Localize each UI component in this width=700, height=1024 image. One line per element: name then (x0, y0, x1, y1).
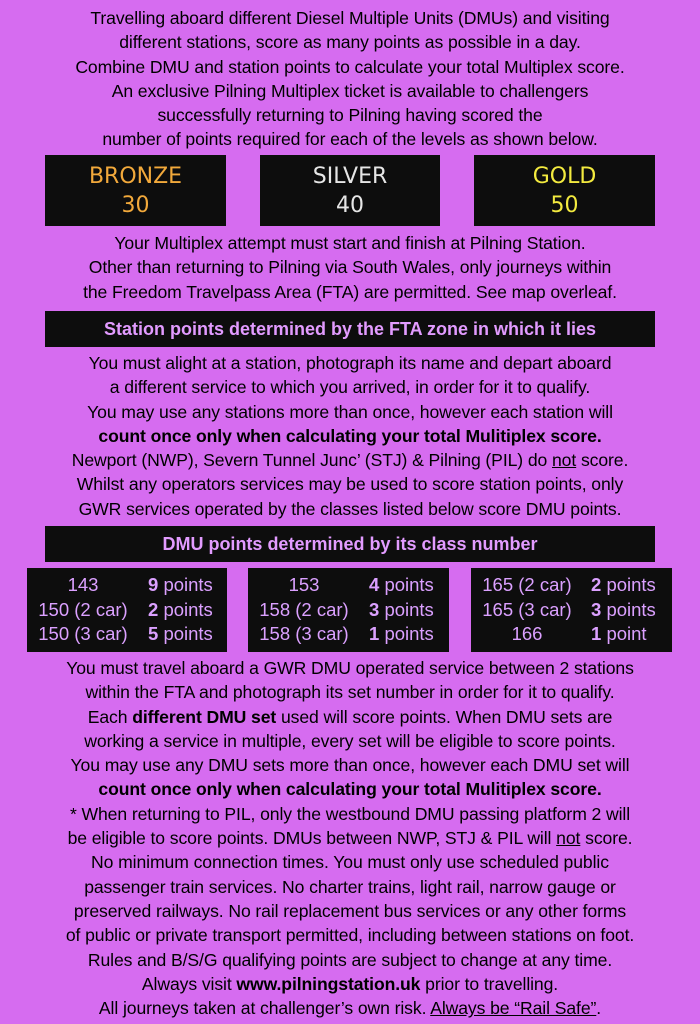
dmu-rule-underline: not (556, 828, 581, 849)
dmu-class: 153 (288, 574, 320, 595)
station-rule-line: Whilst any operators services may be used to score station points, only (76, 474, 624, 495)
intro-line: different stations, score as many points as possible in a day. (119, 32, 581, 53)
dmu-rule-line: within the FTA and photograph its set number in order for it to qualify. (85, 682, 615, 703)
dmu-points: 2 points (591, 574, 656, 595)
dmu-box-1 (27, 568, 227, 652)
dmu-box-2 (248, 568, 449, 652)
intro-line: Combine DMU and station points to calculate your total Multiplex score. (75, 56, 625, 77)
dmu-rule-line: Always visit www.pilningstation.uk prior to travelling. (141, 973, 559, 994)
dmu-class: 158 (3 car) (259, 623, 349, 644)
dmu-rule-line: Rules and B/S/G qualifying points are subject to change at any time. (87, 949, 613, 970)
level-bronze (45, 155, 226, 226)
station-rule-line: GWR services operated by the classes listed below score DMU points. (78, 498, 622, 519)
station-rule-line: You may use any stations more than once, however each station will (87, 401, 613, 422)
station-rule-line (0, 424, 700, 448)
dmu-row (27, 622, 227, 647)
dmu-points: 3 points (591, 598, 656, 620)
dmu-row (248, 573, 449, 598)
station-rule-bold: count once only when calculating your total Mulitiplex score. (98, 425, 602, 446)
dmu-class-table (0, 568, 700, 652)
dmu-rule-line: No minimum connection times. You must only use scheduled public (91, 852, 609, 873)
level-silver (260, 155, 440, 226)
dmu-points: 4 points (369, 574, 434, 595)
station-rule-line (0, 448, 700, 472)
dmu-rule-bold: different DMU set (132, 706, 277, 727)
dmu-box-3 (471, 568, 672, 652)
attempt-text (0, 231, 700, 304)
dmu-rule-line (0, 777, 700, 801)
intro-line: Travelling aboard different Diesel Multiple Units (DMUs) and visiting (90, 8, 610, 28)
station-rule-line: You must alight at a station, photograph its name and depart aboard (88, 353, 612, 373)
dmu-class: 150 (3 car) (38, 623, 128, 644)
intro-line: number of points required for each of the levels as shown below. (102, 129, 598, 150)
dmu-row (248, 622, 449, 647)
station-rules-text (0, 351, 700, 521)
dmu-rule-line: be eligible to score points. DMUs between NWP, STJ & PIL will not score. (67, 828, 633, 849)
intro-line: An exclusive Pilning Multiplex ticket is available to challengers (111, 80, 589, 101)
attempt-line: the Freedom Travelpass Area (FTA) are permitted. See map overleaf. (83, 281, 617, 302)
dmu-points: 1 point (591, 623, 647, 644)
dmu-rules-text (0, 656, 700, 1020)
dmu-rule-line: You may use any DMU sets more than once, however each DMU set will (70, 755, 630, 776)
dmu-points: 2 points (148, 598, 213, 620)
level-points: 40 (336, 193, 364, 218)
dmu-points: 9 points (148, 574, 213, 595)
intro-text (0, 6, 700, 152)
dmu-rule-line: * When returning to PIL, only the westbound DMU passing platform 2 will (69, 803, 631, 824)
attempt-line: Your Multiplex attempt must start and finish at Pilning Station. (114, 233, 586, 253)
station-rule-line: a different service to which you arrived, in order for it to qualify. (109, 377, 591, 398)
dmu-row (471, 622, 672, 647)
dmu-class: 165 (3 car) (482, 598, 572, 620)
dmu-row (27, 598, 227, 623)
station-rule-text: score. (576, 450, 629, 471)
level-name: BRONZE (88, 164, 183, 189)
dmu-points-banner: DMU points determined by its class number (45, 526, 655, 562)
level-boxes (0, 155, 700, 226)
dmu-row (27, 573, 227, 598)
website-link[interactable]: www.pilningstation.uk (236, 973, 421, 994)
level-points: 50 (550, 193, 579, 218)
attempt-line: Other than returning to Pilning via South Wales, only journeys within (88, 257, 612, 278)
dmu-row (248, 598, 449, 623)
dmu-row (471, 598, 672, 623)
level-name: GOLD (532, 164, 597, 189)
level-gold (474, 155, 655, 226)
dmu-row (471, 573, 672, 598)
level-name: SILVER (312, 164, 388, 189)
dmu-rule-bold: count once only when calculating your total Mulitiplex score. (98, 779, 602, 800)
dmu-points: 5 points (148, 623, 213, 644)
dmu-class: 150 (2 car) (38, 598, 128, 620)
dmu-rule-line: Each different DMU set used will score points. When DMU sets are (87, 706, 613, 727)
dmu-class: 143 (67, 574, 99, 595)
dmu-points: 3 points (369, 598, 434, 620)
station-rule-underline: not (552, 450, 577, 471)
dmu-class: 166 (511, 623, 543, 644)
dmu-rule-line: All journeys taken at challenger’s own risk. Always be “Rail Safe”. (98, 998, 602, 1019)
dmu-class: 165 (2 car) (482, 574, 572, 595)
station-rule-text: Newport (NWP), Severn Tunnel Junc’ (STJ) & Pilning (PIL) do (71, 450, 552, 471)
station-points-banner: Station points determined by the FTA zone in which it lies (45, 311, 655, 347)
dmu-rule-line: of public or private transport permitted, including between stations on foot. (65, 925, 635, 946)
intro-line: successfully returning to Pilning having scored the (157, 105, 543, 126)
dmu-points: 1 points (369, 623, 434, 644)
dmu-class: 158 (2 car) (259, 598, 349, 620)
level-points: 30 (121, 193, 150, 218)
dmu-rule-line: You must travel aboard a GWR DMU operated service between 2 stations (66, 658, 634, 678)
dmu-rule-line: preserved railways. No rail replacement bus services or any other forms (73, 900, 627, 921)
dmu-rule-line: passenger train services. No charter trains, light rail, narrow gauge or (84, 876, 616, 897)
rail-safe-underline: Always be “Rail Safe” (430, 998, 597, 1019)
dmu-rule-line: working a service in multiple, every set will be eligible to score points. (84, 730, 616, 751)
